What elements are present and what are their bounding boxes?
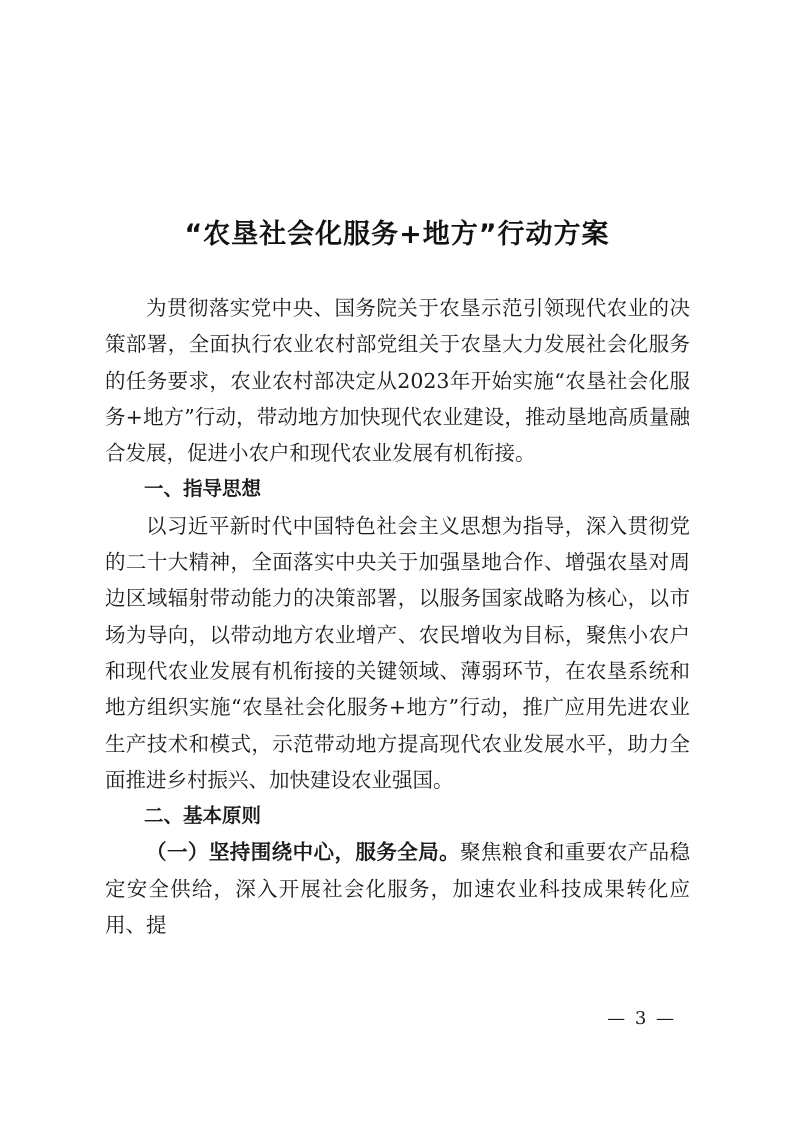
document-title: “农垦社会化服务+地方”行动方案	[184, 219, 610, 250]
page-number: — 3 —	[607, 1008, 676, 1029]
document-body	[105, 290, 690, 943]
principle-one-paragraph	[105, 834, 690, 943]
section-heading-basic-principles: 二、基本原则	[144, 804, 262, 828]
guiding-ideology-paragraph: 以习近平新时代中国特色社会主义思想为指导，深入贯彻党的二十大精神，全面落实中央关于加强垦地合作、增强农垦对周边区域辐射带动能力的决策部署，以服务国家战略为核心，以市场为导向，以带动地方农业增产、农民增收为目标，聚焦小农户和现代农业发展有机衔接的关键领域、薄弱环节，在农垦系统和地方组织实施“农垦社会化服务+地方”行动，推广应用先进农业生产技术和模式，示范带动地方提高现代农业发展水平，助力全面推进乡村振兴、加快建设农业强国。	[105, 513, 690, 792]
principle-one-text: 聚焦粮食和重要农产品稳定安全供给，深入开展社会化服务，加速农业科技成果转化应用、提	[105, 840, 691, 938]
principle-one-lead: （一）坚持围绕中心，服务全局。	[146, 840, 461, 865]
intro-paragraph: 为贯彻落实党中央、国务院关于农垦示范引领现代农业的决策部署，全面执行农业农村部党组关于农垦大力发展社会化服务的任务要求，农业农村部决定从2023年开始实施“农垦社会化服务+地方”行动，带动地方加快现代农业建设，推动垦地高质量融合发展，促进小农户和现代农业发展有机衔接。	[105, 296, 690, 466]
section-heading-guiding-ideology: 一、指导思想	[144, 477, 262, 501]
